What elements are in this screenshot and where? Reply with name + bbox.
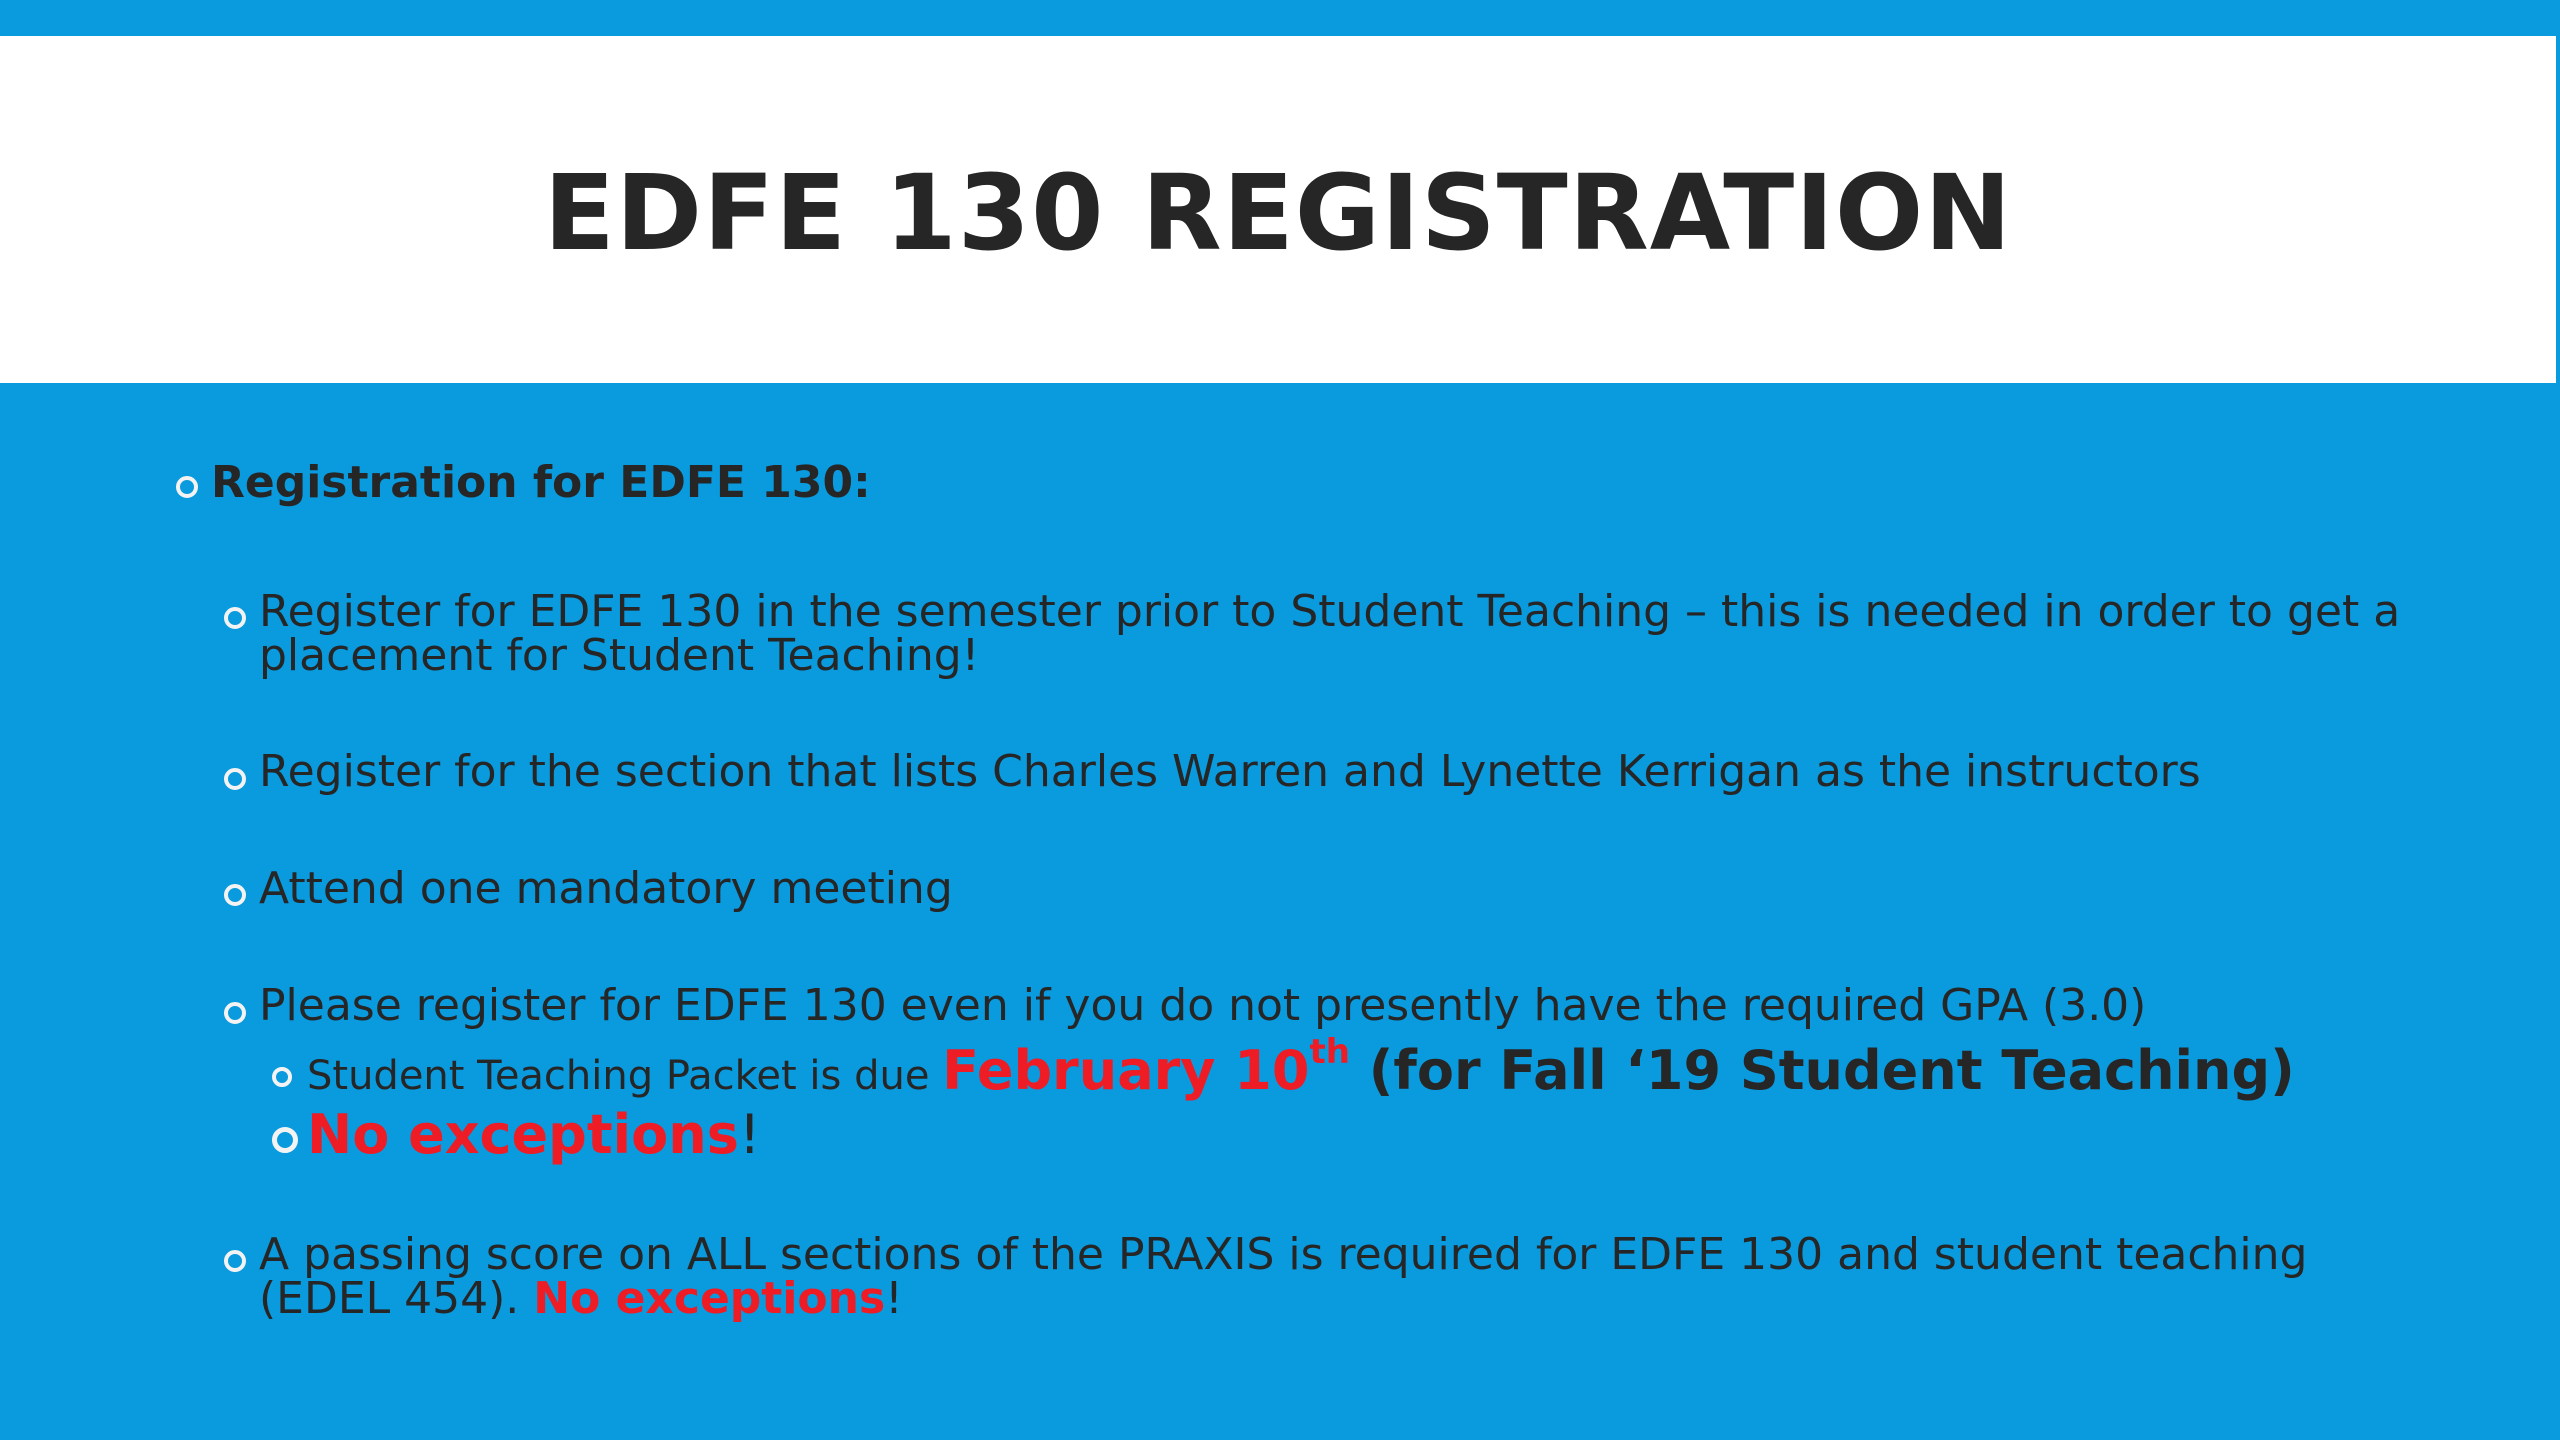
- item-praxis-prefix: (EDEL 454).: [259, 1273, 534, 1324]
- bullet-icon: [224, 1002, 246, 1024]
- sub-no-exceptions-emph: No exceptions: [307, 1103, 739, 1166]
- sub-packet-date: February 10: [942, 1039, 1310, 1102]
- item-praxis-line2: [259, 1273, 2509, 1324]
- item-praxis-punct: !: [885, 1273, 903, 1324]
- sub-no-exceptions-punct: !: [738, 1103, 761, 1166]
- item-section-instructors: Register for the section that lists Charles Warren and Lynette Kerrigan as the instructors: [259, 746, 2201, 797]
- bullet-icon: [224, 607, 246, 629]
- item-praxis-line1: A passing score on ALL sections of the PRAXIS is required for EDFE 130 and student teaching: [259, 1229, 2308, 1280]
- bullet-icon: [224, 1250, 246, 1272]
- bullet-icon: [224, 768, 246, 790]
- item-register-semester: [259, 586, 2509, 681]
- bullet-icon: [272, 1127, 298, 1153]
- bullet-icon: [176, 476, 198, 498]
- slide-body: [0, 383, 2560, 1440]
- item-praxis: [259, 1229, 2509, 1324]
- sub-packet-date-suffix: th: [1309, 1032, 1350, 1072]
- sub-packet-note: (for Fall ‘19 Student Teaching): [1349, 1039, 2295, 1102]
- title-band-edge: [2556, 36, 2560, 383]
- bullet-icon: [272, 1067, 292, 1087]
- item-register-semester-line1: Register for EDFE 130 in the semester prior to Student Teaching – this is needed in order to get a: [259, 586, 2401, 637]
- sub-packet-prefix: Student Teaching Packet is due: [307, 1053, 943, 1099]
- title-band: [0, 36, 2556, 383]
- slide-title: EDFE 130 REGISTRATION: [543, 151, 2013, 274]
- item-mandatory-meeting: Attend one mandatory meeting: [259, 863, 953, 914]
- bullet-icon: [224, 884, 246, 906]
- sub-no-exceptions: [307, 1103, 761, 1166]
- item-gpa-note: Please register for EDFE 130 even if you do not presently have the required GPA (3.0): [259, 980, 2147, 1031]
- item-praxis-emph: No exceptions: [533, 1273, 886, 1324]
- item-register-semester-line2: placement for Student Teaching!: [259, 630, 980, 681]
- heading-text: Registration for EDFE 130:: [211, 457, 871, 508]
- sub-packet-due: [307, 1032, 2295, 1102]
